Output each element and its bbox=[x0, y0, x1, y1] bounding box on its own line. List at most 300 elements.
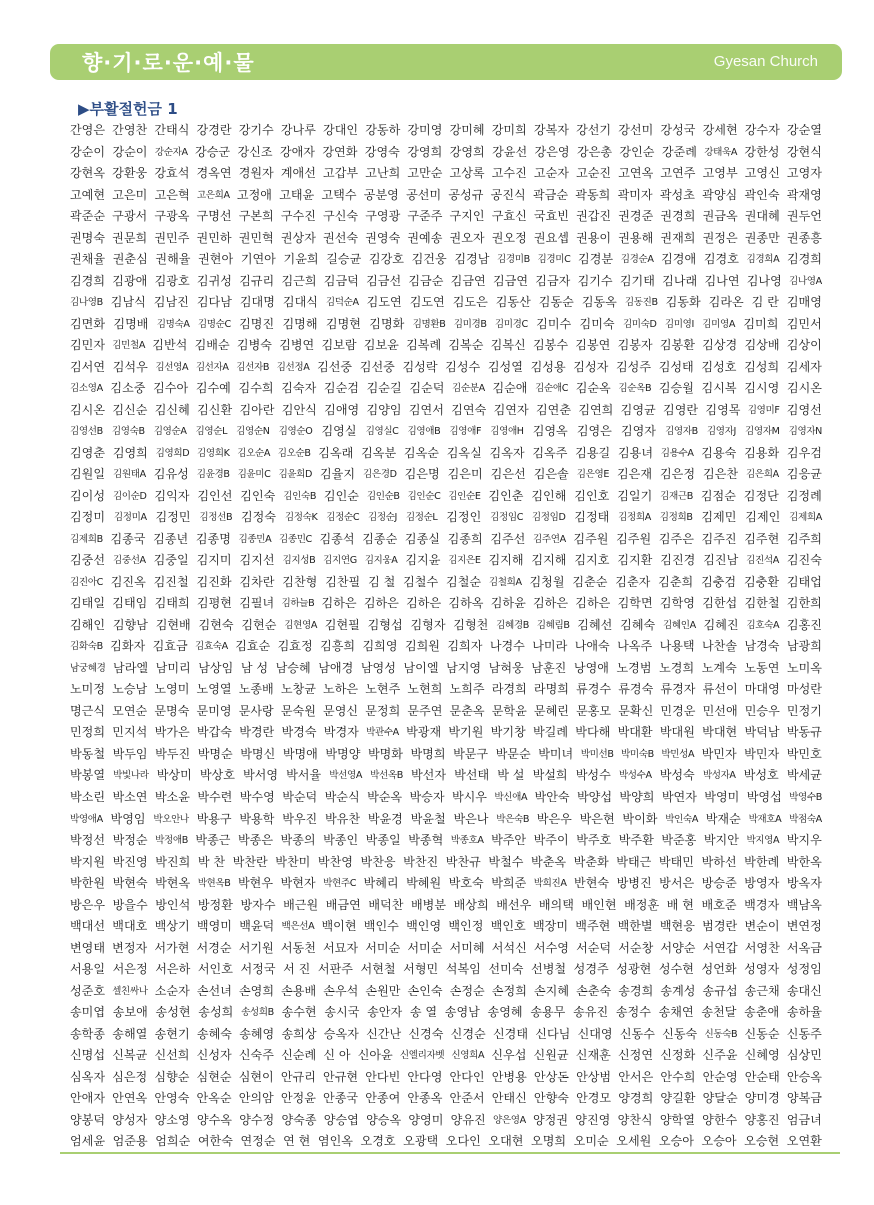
donor-name: 박희준 bbox=[491, 876, 527, 891]
donor-name: 강윤선 bbox=[492, 144, 528, 159]
donor-name: 안순태 bbox=[744, 1069, 780, 1084]
donor-name: 권채율 bbox=[70, 252, 106, 267]
donor-name: 김경희A bbox=[746, 254, 780, 266]
donor-name: 김명배 bbox=[113, 316, 149, 331]
donor-name: 오광택 bbox=[403, 1134, 439, 1149]
donor-name: 마대영 bbox=[744, 682, 780, 697]
name-row bbox=[70, 895, 822, 917]
donor-name: 권금옥 bbox=[702, 209, 738, 224]
donor-name: 강나루 bbox=[280, 123, 316, 137]
donor-name: 김종명 bbox=[195, 531, 231, 546]
donor-name: 곽금순 bbox=[532, 187, 569, 202]
donor-name: 박종은 bbox=[237, 833, 274, 848]
donor-name: 양봉덕 bbox=[70, 1112, 106, 1127]
donor-name: 고은희A bbox=[196, 189, 230, 201]
name-row bbox=[70, 701, 822, 723]
donor-name: 권상자 bbox=[280, 230, 316, 245]
donor-name: 박대환 bbox=[617, 725, 653, 740]
donor-name: 김규리 bbox=[239, 273, 275, 288]
donor-name: 서영찬 bbox=[744, 940, 780, 955]
donor-name: 배인현 bbox=[581, 897, 617, 912]
donor-name: 서 진 bbox=[283, 962, 311, 977]
donor-name: 김정순C bbox=[326, 512, 360, 524]
donor-name: 구명선 bbox=[196, 209, 232, 224]
donor-name: 권선숙 bbox=[323, 230, 359, 245]
name-row bbox=[70, 464, 822, 486]
donor-name: 고연주 bbox=[660, 166, 696, 181]
donor-name: 방정환 bbox=[197, 897, 233, 912]
donor-name: 김경미B bbox=[497, 254, 530, 266]
donor-name: 변연정 bbox=[786, 919, 822, 934]
donor-name: 마성란 bbox=[786, 682, 822, 697]
donor-name: 방승준 bbox=[701, 876, 737, 891]
donor-name: 백상기 bbox=[154, 919, 190, 934]
donor-name: 김현배 bbox=[155, 617, 191, 632]
donor-name: 김유성 bbox=[153, 467, 189, 482]
donor-name: 성정임 bbox=[786, 962, 822, 977]
donor-name: 배금연 bbox=[325, 897, 361, 912]
donor-name: 김배순 bbox=[194, 338, 230, 353]
donor-name: 백인수 bbox=[363, 919, 399, 934]
donor-name: 김정미A bbox=[113, 512, 147, 524]
donor-name: 김제인 bbox=[745, 510, 781, 525]
name-row bbox=[70, 550, 822, 572]
donor-name: 박윤경 bbox=[367, 811, 403, 826]
donor-name: 김정선B bbox=[199, 512, 233, 524]
donor-name: 민정희 bbox=[70, 725, 106, 740]
donor-name: 김은솔 bbox=[533, 467, 569, 482]
donor-name: 나애숙 bbox=[574, 639, 610, 654]
donor-name: 김영자 bbox=[620, 424, 656, 439]
donor-name: 강동하 bbox=[365, 123, 401, 137]
donor-name: 남라엘 bbox=[113, 660, 149, 675]
section-title: ▶부활절헌금 1 bbox=[78, 100, 178, 118]
donor-name: 양유진 bbox=[450, 1112, 486, 1127]
donor-name: 셀친싸나 bbox=[112, 985, 148, 997]
donor-name: 김 란 bbox=[751, 295, 779, 310]
name-row bbox=[70, 486, 822, 508]
donor-name: 신정연 bbox=[617, 1048, 654, 1063]
donor-name: 신숙주 bbox=[238, 1048, 274, 1063]
donor-name: 박명순 bbox=[197, 746, 233, 761]
donor-name: 양달순 bbox=[702, 1091, 738, 1106]
donor-name: 강은총 bbox=[576, 144, 613, 159]
donor-name: 김옥분 bbox=[361, 445, 397, 460]
donor-name: 양진영 bbox=[575, 1112, 611, 1127]
donor-name: 김혜선 bbox=[577, 617, 613, 632]
donor-name: 신원균 bbox=[533, 1048, 569, 1063]
donor-name: 김보윤 bbox=[363, 338, 399, 353]
donor-name: 서옥금 bbox=[786, 940, 822, 955]
donor-name: 김종희 bbox=[447, 531, 483, 546]
donor-name: 박주환 bbox=[618, 833, 654, 848]
name-row bbox=[70, 830, 822, 852]
donor-name: 김명숙A bbox=[156, 318, 190, 330]
donor-name: 김지선 bbox=[239, 553, 275, 568]
name-row bbox=[70, 206, 822, 228]
donor-name: 신동숙B bbox=[704, 1028, 738, 1040]
donor-name: 송현기 bbox=[154, 1026, 190, 1041]
donor-name: 김봉연 bbox=[575, 338, 611, 353]
donor-name: 안정윤 bbox=[280, 1091, 316, 1106]
donor-name: 김영자M bbox=[745, 426, 780, 438]
donor-name: 민선애 bbox=[702, 703, 738, 718]
donor-name: 국효빈 bbox=[533, 209, 569, 224]
donor-name: 김흥희 bbox=[320, 639, 356, 654]
name-row bbox=[70, 1045, 822, 1067]
donor-name: 김은정 bbox=[659, 467, 696, 482]
donor-name: 양정권 bbox=[532, 1112, 569, 1127]
donor-name: 고영자 bbox=[786, 166, 822, 181]
name-row bbox=[70, 852, 822, 874]
donor-name: 김정순J bbox=[367, 512, 397, 524]
donor-name: 박은현 bbox=[579, 811, 615, 826]
donor-name: 송정수 bbox=[615, 1005, 651, 1020]
donor-name: 문숙원 bbox=[280, 703, 316, 718]
donor-name: 양소영 bbox=[154, 1112, 190, 1127]
donor-name: 박한원 bbox=[70, 876, 106, 891]
donor-name: 김영희 bbox=[112, 445, 148, 460]
donor-name: 박주안 bbox=[491, 833, 527, 848]
donor-name: 노현주 bbox=[365, 682, 401, 697]
donor-name: 남궁혜경 bbox=[70, 662, 106, 674]
donor-name: 고은미 bbox=[112, 187, 148, 202]
donor-name: 김영미F bbox=[747, 404, 780, 416]
donor-name: 노미옥 bbox=[786, 660, 822, 675]
donor-name: 김영애F bbox=[449, 426, 482, 438]
donor-name: 김지환 bbox=[617, 553, 653, 568]
donor-name: 박영미 bbox=[704, 789, 740, 804]
donor-name: 양길환 bbox=[660, 1091, 696, 1106]
donor-name: 박경자 bbox=[323, 725, 359, 740]
donor-name: 성언화 bbox=[701, 962, 737, 977]
donor-name: 김연춘 bbox=[535, 402, 572, 417]
donor-name: 김이순D bbox=[112, 490, 147, 502]
donor-name: 양승옥 bbox=[366, 1112, 402, 1127]
donor-name: 김화숙B bbox=[70, 641, 103, 653]
donor-name: 박이화 bbox=[622, 811, 658, 826]
donor-name: 문혜린 bbox=[533, 703, 569, 718]
donor-name: 김승월 bbox=[658, 381, 694, 396]
donor-name: 서인호 bbox=[197, 962, 233, 977]
donor-name: 김지윤 bbox=[405, 553, 441, 568]
donor-name: 권오정 bbox=[491, 230, 527, 245]
donor-name: 김이성 bbox=[70, 488, 106, 503]
donor-name: 구효신 bbox=[491, 209, 527, 224]
donor-name: 구본희 bbox=[238, 209, 274, 224]
donor-name: 안수희 bbox=[660, 1069, 696, 1084]
donor-name: 안규리 bbox=[280, 1069, 316, 1084]
donor-name: 김명화 bbox=[369, 316, 405, 331]
donor-name: 김용숙 bbox=[701, 445, 737, 460]
donor-name: 김하은 bbox=[575, 596, 611, 611]
donor-name: 오승아 bbox=[658, 1134, 694, 1149]
donor-name: 박진영 bbox=[112, 854, 148, 869]
donor-name: 남영성 bbox=[360, 660, 396, 675]
donor-name: 김하은 bbox=[363, 596, 399, 611]
donor-name: 박영임 bbox=[110, 811, 146, 826]
donor-name: 김영희K bbox=[196, 447, 230, 459]
donor-name: 김순옥B bbox=[618, 383, 652, 395]
donor-name: 남 성 bbox=[240, 660, 269, 675]
donor-name: 김나영 bbox=[746, 273, 782, 288]
donor-name: 박양희 bbox=[619, 789, 655, 804]
donor-name: 서순덕 bbox=[576, 940, 612, 955]
donor-name: 박태민 bbox=[658, 854, 694, 869]
name-row bbox=[70, 1088, 822, 1110]
donor-name: 박기원 bbox=[448, 725, 484, 740]
donor-name: 김필녀 bbox=[239, 596, 275, 611]
donor-name: 박지우 bbox=[786, 833, 822, 848]
donor-name: 김호숙A bbox=[746, 619, 780, 631]
donor-name: 김인숙 bbox=[240, 488, 276, 503]
donor-name: 박다해 bbox=[575, 725, 611, 740]
donor-name: 박준홍 bbox=[661, 833, 697, 848]
donor-name: 박명희 bbox=[410, 746, 446, 761]
donor-name: 김봉환 bbox=[659, 338, 695, 353]
donor-name: 송미엽 bbox=[70, 1005, 106, 1020]
donor-name: 김형섭 bbox=[367, 617, 403, 632]
donor-name: 김영희D bbox=[155, 447, 190, 459]
donor-name: 노동연 bbox=[744, 660, 780, 675]
donor-name: 박기창 bbox=[490, 725, 526, 740]
donor-name: 김영순O bbox=[278, 426, 313, 438]
donor-name: 김영란 bbox=[663, 402, 699, 417]
donor-name: 문주연 bbox=[407, 703, 443, 718]
donor-name: 손영희 bbox=[238, 983, 275, 998]
donor-name: 강순이 bbox=[70, 144, 106, 159]
donor-name: 서양순 bbox=[660, 940, 696, 955]
donor-name: 김종석 bbox=[319, 531, 355, 546]
donor-name: 노영열 bbox=[196, 682, 232, 697]
donor-name: 김혜진 bbox=[703, 617, 739, 632]
donor-name: 경옥연 bbox=[196, 166, 232, 181]
donor-name: 김지해 bbox=[488, 553, 524, 568]
donor-name: 남광희 bbox=[786, 639, 822, 654]
banner-title: 향·기·로·운·예·물 bbox=[82, 51, 255, 75]
donor-name: 송대신 bbox=[786, 983, 822, 998]
donor-name: 김성열 bbox=[487, 359, 523, 374]
donor-name: 박문구 bbox=[453, 746, 489, 761]
donor-name: 김주원 bbox=[573, 531, 609, 546]
donor-name: 문춘옥 bbox=[449, 703, 485, 718]
donor-name: 송영혜 bbox=[487, 1005, 523, 1020]
donor-name: 손용배 bbox=[281, 983, 317, 998]
donor-name: 안병용 bbox=[491, 1069, 527, 1084]
donor-name: 신우섭 bbox=[491, 1048, 527, 1063]
donor-name: 고은혁 bbox=[154, 187, 190, 202]
donor-name: 송 열 bbox=[409, 1005, 438, 1020]
donor-name: 손정순 bbox=[449, 983, 485, 998]
donor-name: 김금자 bbox=[535, 273, 571, 288]
donor-name: 박민자 bbox=[701, 746, 737, 761]
name-row bbox=[70, 271, 822, 293]
donor-name: 강신조 bbox=[237, 144, 273, 159]
donor-name: 김인숙B bbox=[283, 490, 317, 502]
donor-name: 배선우 bbox=[496, 897, 532, 912]
donor-name: 김종국 bbox=[110, 531, 146, 546]
donor-name: 배의택 bbox=[538, 897, 574, 912]
donor-name: 김학영 bbox=[659, 596, 695, 611]
donor-name: 오명희 bbox=[531, 1134, 567, 1149]
donor-name: 김정숙K bbox=[284, 512, 318, 524]
donor-name: 김아란 bbox=[239, 402, 275, 417]
donor-name: 안옥순 bbox=[196, 1091, 232, 1106]
donor-name: 박세균 bbox=[786, 768, 822, 783]
donor-name: 김금연 bbox=[492, 273, 529, 288]
donor-name: 송용무 bbox=[530, 1005, 566, 1020]
donor-name: 김동화 bbox=[665, 295, 701, 310]
donor-name: 김정순L bbox=[405, 512, 438, 524]
donor-name: 배덕찬 bbox=[368, 897, 404, 912]
donor-name: 안의암 bbox=[238, 1091, 274, 1106]
donor-name: 김용길 bbox=[575, 445, 611, 460]
donor-name: 박종일 bbox=[365, 833, 401, 848]
donor-name: 백인영 bbox=[406, 919, 442, 934]
donor-name: 신간난 bbox=[366, 1026, 402, 1041]
donor-name: 신정화 bbox=[660, 1048, 696, 1063]
donor-name: 송춘애 bbox=[744, 1005, 780, 1020]
donor-name: 배근원 bbox=[283, 897, 319, 912]
donor-name: 김명해 bbox=[282, 316, 318, 331]
donor-name: 김영은 bbox=[576, 424, 612, 439]
donor-name: 김동진B bbox=[624, 297, 658, 309]
donor-name: 나경수 bbox=[489, 639, 525, 654]
donor-name: 송영남 bbox=[444, 1005, 480, 1020]
donor-name: 민정기 bbox=[786, 703, 822, 718]
donor-name: 공분영 bbox=[363, 187, 399, 202]
donor-name: 권용이 bbox=[576, 230, 612, 245]
donor-name: 양학열 bbox=[659, 1112, 695, 1127]
donor-name: 김영옥 bbox=[532, 424, 568, 439]
donor-name: 양수정 bbox=[239, 1112, 275, 1127]
donor-name: 김정임C bbox=[490, 512, 524, 524]
donor-name: 서미순 bbox=[407, 940, 443, 955]
donor-name: 김지성B bbox=[282, 555, 316, 567]
donor-name: 김순옥 bbox=[575, 381, 611, 396]
donor-name: 방영자 bbox=[744, 876, 780, 891]
donor-name: 김성희 bbox=[744, 359, 780, 374]
donor-name: 박용구 bbox=[196, 811, 232, 826]
donor-name: 김철희A bbox=[488, 576, 522, 588]
donor-name: 서용일 bbox=[70, 962, 106, 977]
donor-name: 김미숙 bbox=[579, 316, 615, 331]
donor-name: 신경순 bbox=[450, 1026, 486, 1041]
donor-name: 김 철 bbox=[368, 574, 396, 589]
donor-name: 김영애B bbox=[407, 426, 441, 438]
donor-name: 박성자A bbox=[702, 770, 736, 782]
donor-name: 김영숙B bbox=[111, 426, 145, 438]
donor-name: 김소영A bbox=[70, 383, 103, 395]
donor-name: 김종실 bbox=[404, 531, 440, 546]
donor-name: 구수진 bbox=[280, 209, 316, 224]
donor-name: 방을수 bbox=[112, 897, 148, 912]
donor-name: 서경순 bbox=[196, 940, 232, 955]
donor-name: 김찬필 bbox=[325, 574, 361, 589]
donor-name: 김옥주 bbox=[532, 445, 568, 460]
donor-name: 남상임 bbox=[198, 660, 234, 675]
donor-name: 박찬응 bbox=[360, 854, 396, 869]
donor-name: 박점숙A bbox=[789, 813, 822, 825]
donor-name: 박희진A bbox=[533, 878, 567, 890]
donor-name: 배호준 bbox=[701, 897, 737, 912]
donor-name: 권종흥 bbox=[786, 230, 822, 245]
donor-name: 김춘희 bbox=[658, 574, 694, 589]
donor-name: 박빛나라 bbox=[113, 770, 149, 782]
donor-name: 김정희B bbox=[659, 512, 693, 524]
donor-name: 김시온 bbox=[70, 402, 106, 417]
donor-name: 간태식 bbox=[154, 123, 190, 137]
donor-name: 송성희 bbox=[198, 1005, 234, 1020]
donor-name: 연정순 bbox=[240, 1134, 276, 1149]
donor-name: 연 현 bbox=[283, 1134, 311, 1149]
donor-name: 김용수A bbox=[660, 447, 694, 459]
donor-name: 김태임 bbox=[112, 596, 148, 611]
donor-name: 김경희 bbox=[70, 273, 106, 288]
donor-name: 김반석 bbox=[152, 338, 188, 353]
donor-name: 안태신 bbox=[491, 1091, 527, 1106]
donor-name: 김재근B bbox=[660, 490, 693, 502]
donor-name: 김성수 bbox=[445, 359, 481, 374]
donor-name: 김순검 bbox=[323, 381, 359, 396]
donor-name: 권정은 bbox=[702, 230, 738, 245]
donor-name: 엄금녀 bbox=[786, 1112, 822, 1127]
donor-name: 안향숙 bbox=[533, 1091, 569, 1106]
donor-name: 남애경 bbox=[318, 660, 354, 675]
donor-name: 김하윤 bbox=[490, 596, 526, 611]
name-row bbox=[70, 529, 822, 551]
donor-name: 심현이 bbox=[238, 1069, 274, 1084]
donor-name: 박동철 bbox=[70, 746, 106, 761]
donor-name: 김평현 bbox=[196, 596, 232, 611]
donor-name: 박은나 bbox=[453, 811, 489, 826]
donor-name: 양승엽 bbox=[323, 1112, 359, 1127]
donor-name: 안연옥 bbox=[112, 1091, 148, 1106]
donor-name: 김정단 bbox=[743, 488, 779, 503]
donor-name: 양숙종 bbox=[281, 1112, 317, 1127]
donor-name: 김형천 bbox=[453, 617, 489, 632]
donor-name: 곽동희 bbox=[575, 187, 611, 202]
donor-name: 김용화 bbox=[744, 445, 780, 460]
donor-name: 송채연 bbox=[658, 1005, 694, 1020]
donor-name: 손지혜 bbox=[533, 983, 570, 998]
donor-name: 김혜경B bbox=[496, 619, 529, 631]
donor-name: 배 현 bbox=[666, 897, 694, 912]
donor-name: 김금덕 bbox=[323, 273, 359, 288]
donor-name: 김근희 bbox=[281, 273, 317, 288]
donor-name: 신영희A bbox=[451, 1050, 485, 1062]
donor-name: 강승군 bbox=[195, 144, 231, 159]
donor-name: 박소연 bbox=[112, 789, 148, 804]
donor-name: 강순자A bbox=[154, 146, 188, 158]
donor-name: 박상미 bbox=[156, 768, 192, 783]
donor-name: 김지호 bbox=[574, 553, 610, 568]
donor-name: 김태희 bbox=[154, 596, 190, 611]
donor-name: 김도연 bbox=[366, 295, 402, 310]
donor-name: 김지연G bbox=[323, 555, 357, 567]
donor-name: 박봉열 bbox=[70, 768, 106, 783]
donor-name: 김도연 bbox=[409, 295, 445, 310]
donor-name: 안상범 bbox=[576, 1069, 612, 1084]
donor-name: 김경순A bbox=[620, 254, 654, 266]
donor-name: 김혜숙 bbox=[620, 617, 656, 632]
donor-name: 박민호 bbox=[786, 746, 822, 761]
donor-name: 기윤희 bbox=[283, 252, 319, 267]
donor-name: 김광호 bbox=[154, 273, 190, 288]
donor-name: 백장미 bbox=[532, 919, 569, 934]
donor-name: 민지석 bbox=[112, 725, 148, 740]
donor-name: 박신애A bbox=[494, 791, 528, 803]
